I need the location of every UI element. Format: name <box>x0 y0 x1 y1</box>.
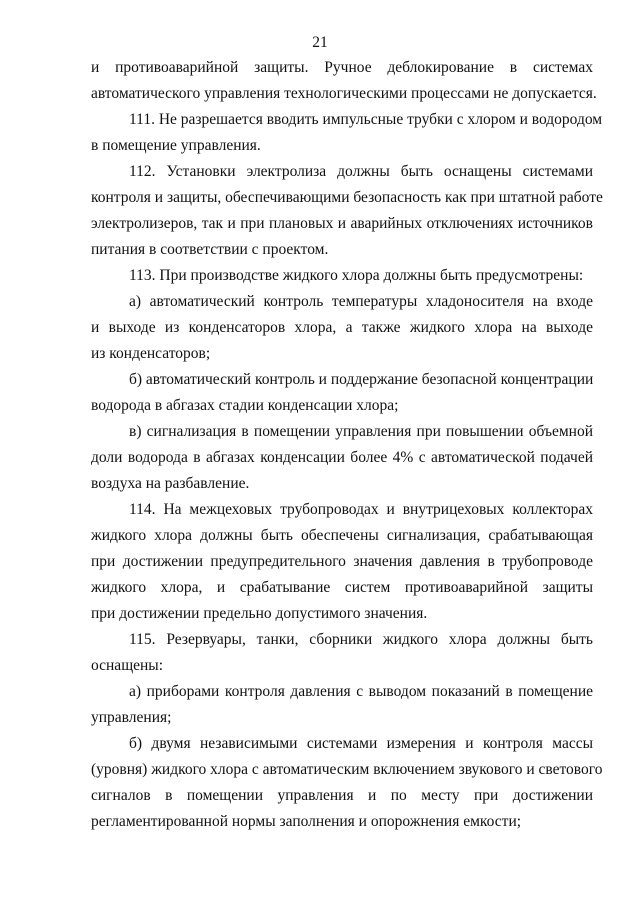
text-line: управления; <box>91 709 172 726</box>
page-number: 21 <box>312 34 328 51</box>
text-line: в) сигнализация в помещении управления при повышении объемной <box>129 423 593 440</box>
text-line: при достижении предупредительного значения давления в трубопроводе <box>91 553 593 570</box>
text-line: б) двумя независимыми системами измерения и контроля массы <box>129 735 593 752</box>
text-line: из конденсаторов; <box>91 345 211 362</box>
text-line: в помещение управления. <box>91 137 261 154</box>
text-line: жидкого хлора, и срабатывание систем противоаварийной защиты <box>91 579 593 596</box>
text-line: электролизеров, так и при плановых и аварийных отключениях источников <box>91 215 593 232</box>
text-line: воздуха на разбавление. <box>91 475 250 492</box>
text-line: а) автоматический контроль температуры хладоносителя на входе <box>129 293 593 310</box>
text-line: автоматического управления технологическими процессами не допускается. <box>91 85 597 102</box>
text-line: 115. Резервуары, танки, сборники жидкого хлора должны быть <box>129 631 593 648</box>
text-line: питания в соответствии с проектом. <box>91 241 329 258</box>
text-line: а) приборами контроля давления с выводом показаний в помещение <box>129 683 593 700</box>
text-line: 114. На межцеховых трубопроводах и внутрицеховых коллекторах <box>129 501 593 518</box>
text-line: и выходе из конденсаторов хлора, а также жидкого хлора на выходе <box>91 319 593 336</box>
text-line: контроля и защиты, обеспечивающими безопасность как при штатной работе <box>91 189 603 206</box>
text-line: и противоаварийной защиты. Ручное деблокирование в системах <box>91 59 593 76</box>
text-line: 113. При производстве жидкого хлора должны быть предусмотрены: <box>129 267 584 284</box>
text-line: оснащены: <box>91 657 164 674</box>
text-line: (уровня) жидкого хлора с автоматическим включением звукового и светового <box>91 761 603 778</box>
text-line: жидкого хлора должны быть обеспечены сигнализация, срабатывающая <box>91 527 593 544</box>
text-line: б) автоматический контроль и поддержание безопасной концентрации <box>129 371 594 388</box>
text-line: регламентированной нормы заполнения и опорожнения емкости; <box>91 813 522 830</box>
text-line: 112. Установки электролиза должны быть оснащены системами <box>129 163 593 180</box>
text-line: доли водорода в абгазах конденсации более 4% с автоматической подачей <box>91 449 593 466</box>
text-line: сигналов в помещении управления и по месту при достижении <box>91 787 593 804</box>
text-line: 111. Не разрешается вводить импульсные трубки с хлором и водородом <box>129 111 603 128</box>
text-line: при достижении предельно допустимого значения. <box>91 605 428 622</box>
text-line: водорода в абгазах стадии конденсации хлора; <box>91 397 399 414</box>
